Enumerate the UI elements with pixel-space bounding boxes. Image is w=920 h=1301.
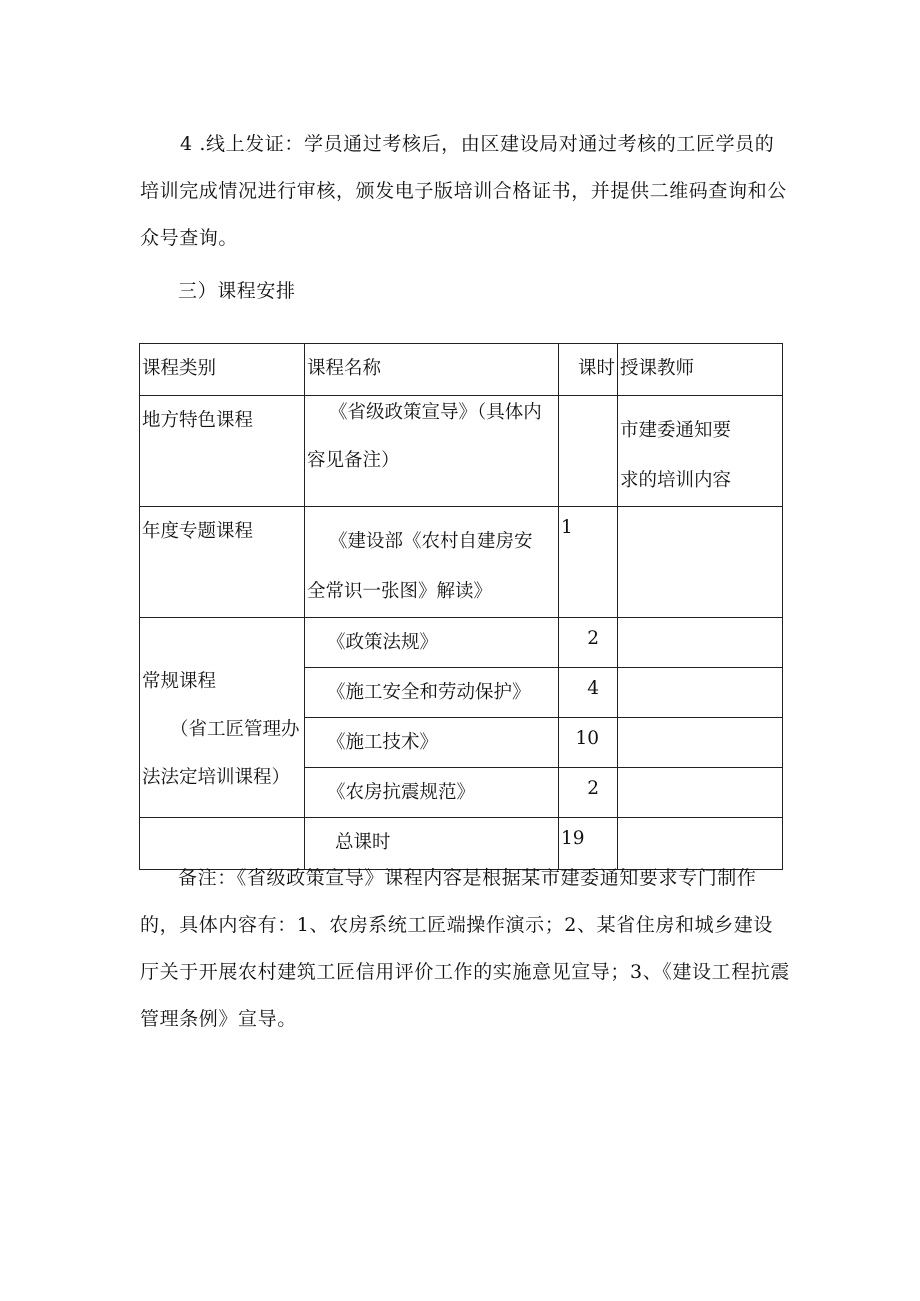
cell-course-name: 《施工技术》 <box>305 718 559 768</box>
header-teacher: 授课教师 <box>618 344 783 396</box>
cell-total-label: 总课时 <box>305 818 559 870</box>
section-heading-course-schedule: 三）课程安排 <box>178 280 296 302</box>
cell-course-name: 《施工安全和劳动保护》 <box>305 668 559 718</box>
table-header-row <box>140 344 783 396</box>
cell-course-hours: 4 <box>559 668 618 718</box>
cell-annual-hours: 1 <box>559 507 618 618</box>
cell-annual-name: 《建设部《农村自建房安 全常识一张图》解读》 <box>305 507 559 618</box>
cell-course-teacher <box>618 718 783 768</box>
cell-total-hours: 19 <box>559 818 618 870</box>
cell-course-hours: 2 <box>559 618 618 668</box>
header-name: 课程名称 <box>305 344 559 396</box>
cell-course-hours: 2 <box>559 768 618 818</box>
table-row-regular-1 <box>140 618 783 668</box>
cell-local-category: 地方特色课程 <box>140 396 305 507</box>
header-hours: 课时 <box>559 344 618 396</box>
cell-regular-category: 常规课程 （省工匠管理办 法法定培训课程） <box>140 618 305 818</box>
cell-course-teacher <box>618 768 783 818</box>
paragraph-online-certificate: 4 .线上发证：学员通过考核后，由区建设局对通过考核的工匠学员的培训完成情况进行审核，颁发电子版培训合格证书，并提供二维码查询和公众号查询。 <box>140 133 787 249</box>
cell-course-teacher <box>618 618 783 668</box>
cell-local-name: 《省级政策宣导》（具体内 容见备注） <box>305 396 559 507</box>
header-category: 课程类别 <box>140 344 305 396</box>
cell-annual-category: 年度专题课程 <box>140 507 305 618</box>
cell-course-name: 《农房抗震规范》 <box>305 768 559 818</box>
table-row-annual <box>140 507 783 618</box>
cell-course-hours: 10 <box>559 718 618 768</box>
note-paragraph: 备注：《省级政策宣导》课程内容是根据某市建委通知要求专门制作的，具体内容有：1、农房系统工匠端操作演示；2、某省住房和城乡建设厅关于开展农村建筑工匠信用评价工作的实施意见宣导；3、《建设工程抗震管理条例》宣导。 <box>140 867 790 1030</box>
course-schedule-table <box>139 343 783 870</box>
cell-annual-teacher <box>618 507 783 618</box>
cell-course-name: 《政策法规》 <box>305 618 559 668</box>
table-row-local <box>140 396 783 507</box>
cell-local-hours <box>559 396 618 507</box>
cell-course-teacher <box>618 668 783 718</box>
cell-local-teacher: 市建委通知要 求的培训内容 <box>618 396 783 507</box>
